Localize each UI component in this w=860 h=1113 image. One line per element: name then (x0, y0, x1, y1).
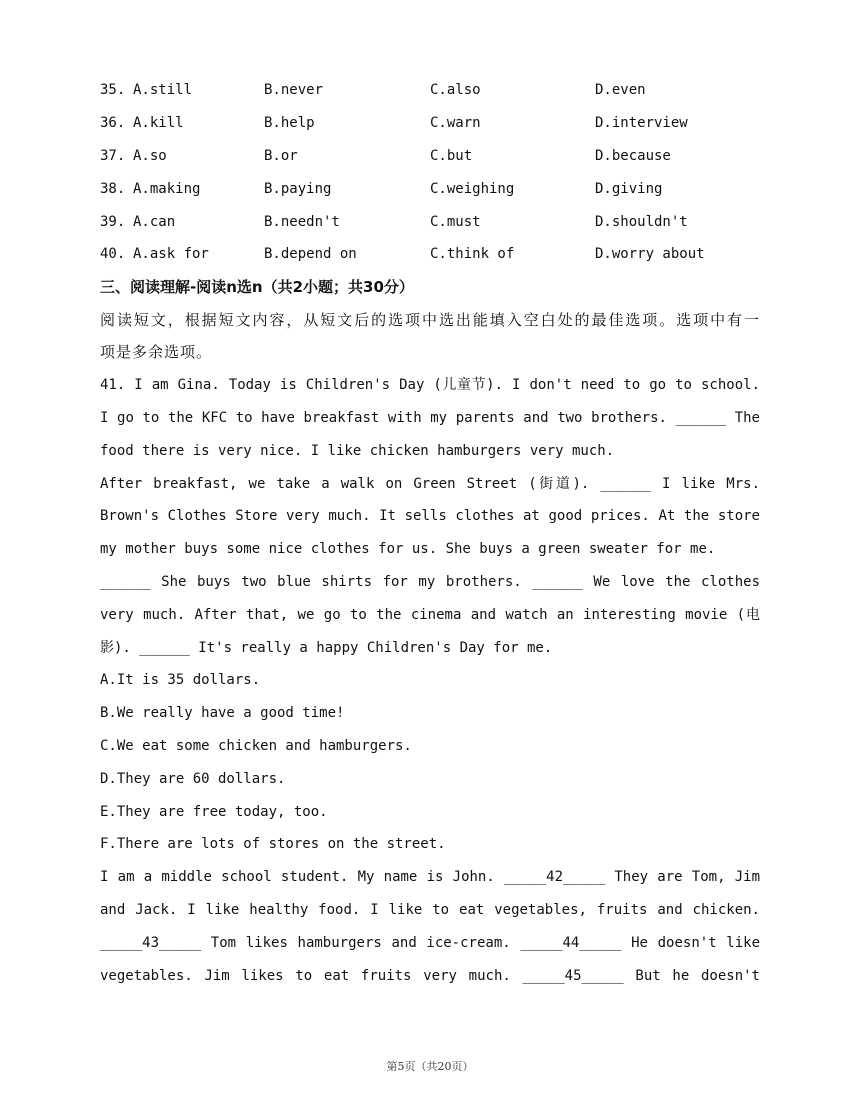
option-row-38 (100, 172, 760, 205)
passage-line: Brown's Clothes Store very much. It sells clothes at good prices. At the store (100, 508, 760, 525)
passage-line: and Jack. I like healthy food. I like to eat vegetables, fruits and chicken. (100, 901, 760, 918)
option-b: B.or (264, 147, 298, 164)
option-c: C.warn (430, 115, 481, 132)
choice-b: B.We really have a good time! (100, 705, 345, 722)
option-a: A.can (133, 213, 176, 230)
option-a: A.ask for (133, 246, 209, 263)
answer-choices (100, 664, 760, 861)
option-b: B.paying (264, 180, 332, 197)
choice-c: C.We eat some chicken and hamburgers. (100, 737, 412, 754)
option-c: C.but (430, 147, 473, 164)
question-number: 37. (100, 147, 126, 164)
option-row-40 (100, 238, 760, 271)
question-number: 36. (100, 115, 126, 132)
option-row-36 (100, 107, 760, 140)
section-title: 三、阅读理解-阅读n选n（共2小题；共30分） (100, 277, 414, 296)
passage-line: my mother buys some nice clothes for us. She buys a green sweater for me. (100, 541, 716, 558)
passage-line: food there is very nice. I like chicken hamburgers very much. (100, 442, 615, 459)
option-a: A.still (133, 82, 193, 99)
option-d: D.worry about (595, 246, 705, 263)
option-d: D.because (595, 147, 671, 164)
passage-line: I go to the KFC to have breakfast with my parents and two brothers. ______ The (100, 409, 760, 426)
choice-e: E.They are free today, too. (100, 803, 328, 820)
option-a: A.making (133, 180, 201, 197)
page-footer: 第5页（共20页） (386, 1060, 474, 1073)
question-number: 38. (100, 180, 126, 197)
passage-2 (100, 861, 760, 992)
option-row-37 (100, 140, 760, 173)
option-b: B.never (264, 82, 324, 99)
passage-1 (100, 369, 760, 664)
question-number: 39. (100, 213, 126, 230)
option-a: A.kill (133, 115, 184, 132)
option-row-39 (100, 205, 760, 238)
passage-line: 影). ______ It's really a happy Children's Day for me. (100, 639, 553, 656)
option-b: B.help (264, 115, 315, 132)
question-number: 40. (100, 246, 126, 263)
passage-line: _____43_____ Tom likes hamburgers and ice-cream. _____44_____ He doesn't like (100, 934, 760, 951)
option-b: B.depend on (264, 246, 357, 263)
option-b: B.needn't (264, 213, 340, 230)
passage-line: 41. I am Gina. Today is Children's Day (儿童节). I don't need to go to school. (100, 377, 760, 394)
option-d: D.interview (595, 115, 688, 132)
choice-f: F.There are lots of stores on the street. (100, 836, 446, 853)
passage-line: I am a middle school student. My name is John. _____42_____ They are Tom, Jim (100, 869, 760, 886)
option-d: D.giving (595, 180, 663, 197)
option-d: D.even (595, 82, 646, 99)
option-c: C.weighing (430, 180, 515, 197)
option-c: C.think of (430, 246, 515, 263)
choice-d: D.They are 60 dollars. (100, 770, 286, 787)
passage-line: vegetables. Jim likes to eat fruits very much. _____45_____ But he doesn't (100, 967, 760, 984)
instruction-line: 阅读短文，根据短文内容，从短文后的选项中选出能填入空白处的最佳选项。选项中有一 (100, 310, 760, 329)
option-a: A.so (133, 147, 167, 164)
option-c: C.also (430, 82, 481, 99)
options-block (100, 74, 760, 271)
option-row-35 (100, 74, 760, 107)
choice-a: A.It is 35 dollars. (100, 672, 261, 689)
instruction-text (100, 304, 760, 370)
question-number: 35. (100, 82, 126, 99)
option-c: C.must (430, 213, 481, 230)
passage-line: very much. After that, we go to the cinema and watch an interesting movie (电 (100, 606, 760, 623)
passage-line: After breakfast, we take a walk on Green Street (街道). ______ I like Mrs. (100, 475, 760, 492)
instruction-line: 项是多余选项。 (100, 343, 213, 362)
document-page (100, 74, 760, 992)
option-d: D.shouldn't (595, 213, 688, 230)
passage-line: ______ She buys two blue shirts for my brothers. ______ We love the clothes (100, 573, 760, 590)
